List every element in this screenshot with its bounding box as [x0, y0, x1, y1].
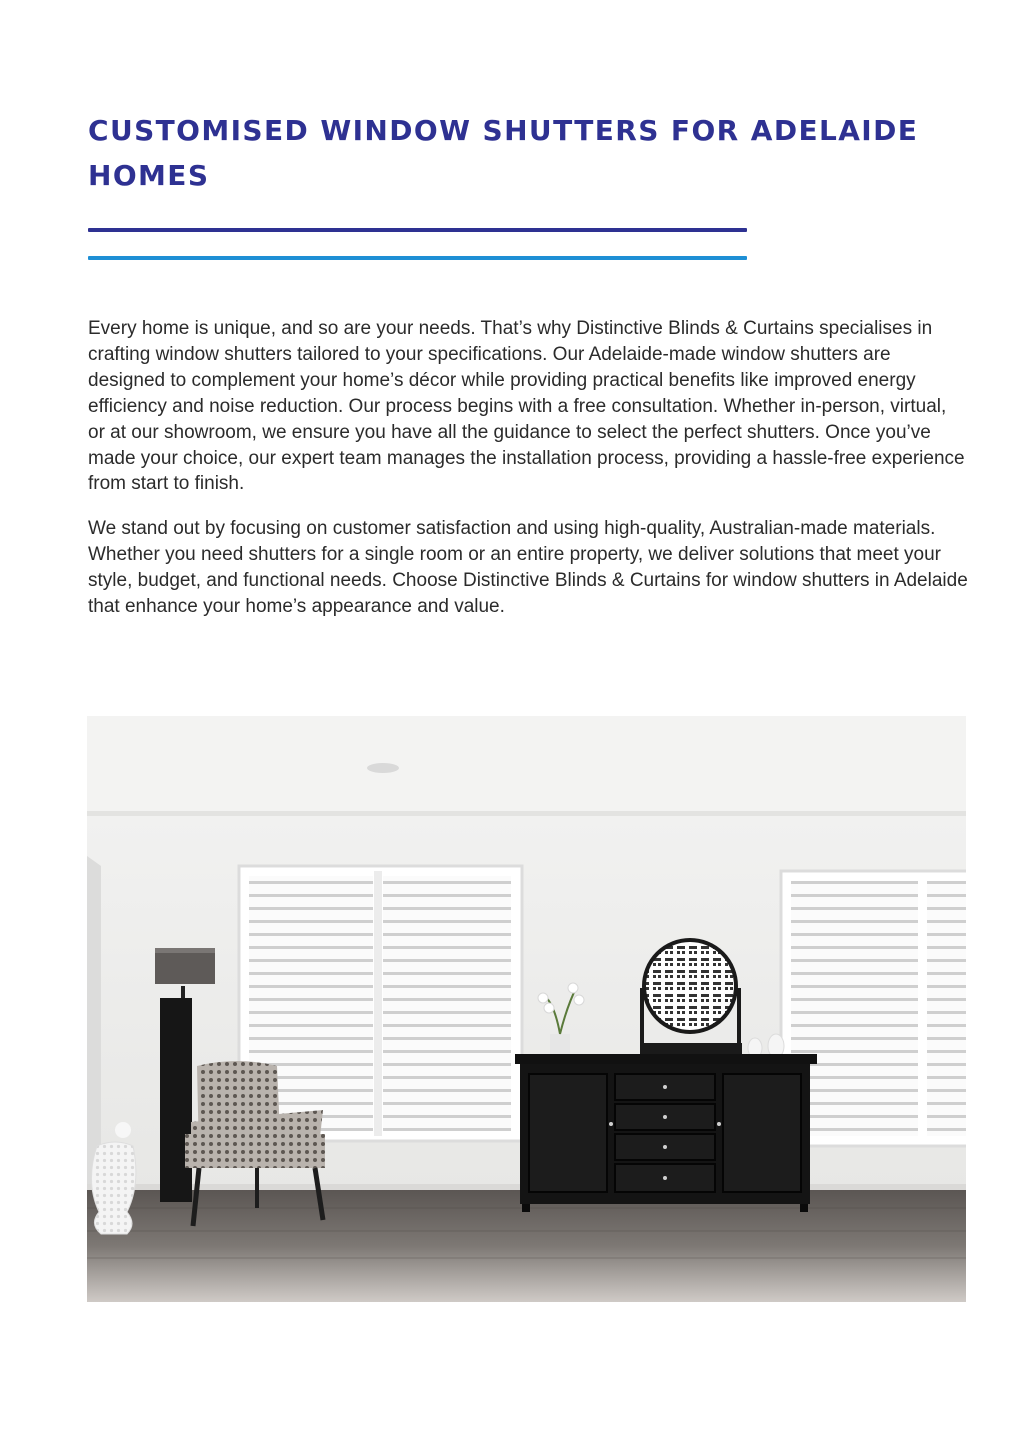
room-photo [87, 716, 966, 1302]
paragraph: We stand out by focusing on customer satisfaction and using high-quality, Australian-made materials. Whether you need shutters for a single room or an entire property, we deliver solutions that meet your style, budget, and functional needs. Choose Distinctive Blinds & Curtains for window shutters in Adelaide that enhance your home’s appearance and value. [88, 518, 968, 618]
page-title: CUSTOMISED WINDOW SHUTTERS FOR ADELAIDE HOMES [88, 114, 919, 192]
title-divider-secondary [88, 256, 747, 260]
paragraph: Every home is unique, and so are your needs. That’s why Distinctive Blinds & Curtains specialises in crafting window shutters tailored to your specifications. Our Adelaide-made window shutters are designed to complement your home’s décor while providing practical benefits like improved energy efficiency and noise reduction. Our process begins with a free consultation. Whether in-person, virtual, or at our showroom, we ensure you have all the guidance to select the perfect shutters. Once you’ve made your choice, our expert team manages the installation process, providing a hassle-free experience from start to finish. [88, 318, 965, 495]
body-text [88, 316, 968, 639]
title-divider-primary [88, 228, 747, 232]
